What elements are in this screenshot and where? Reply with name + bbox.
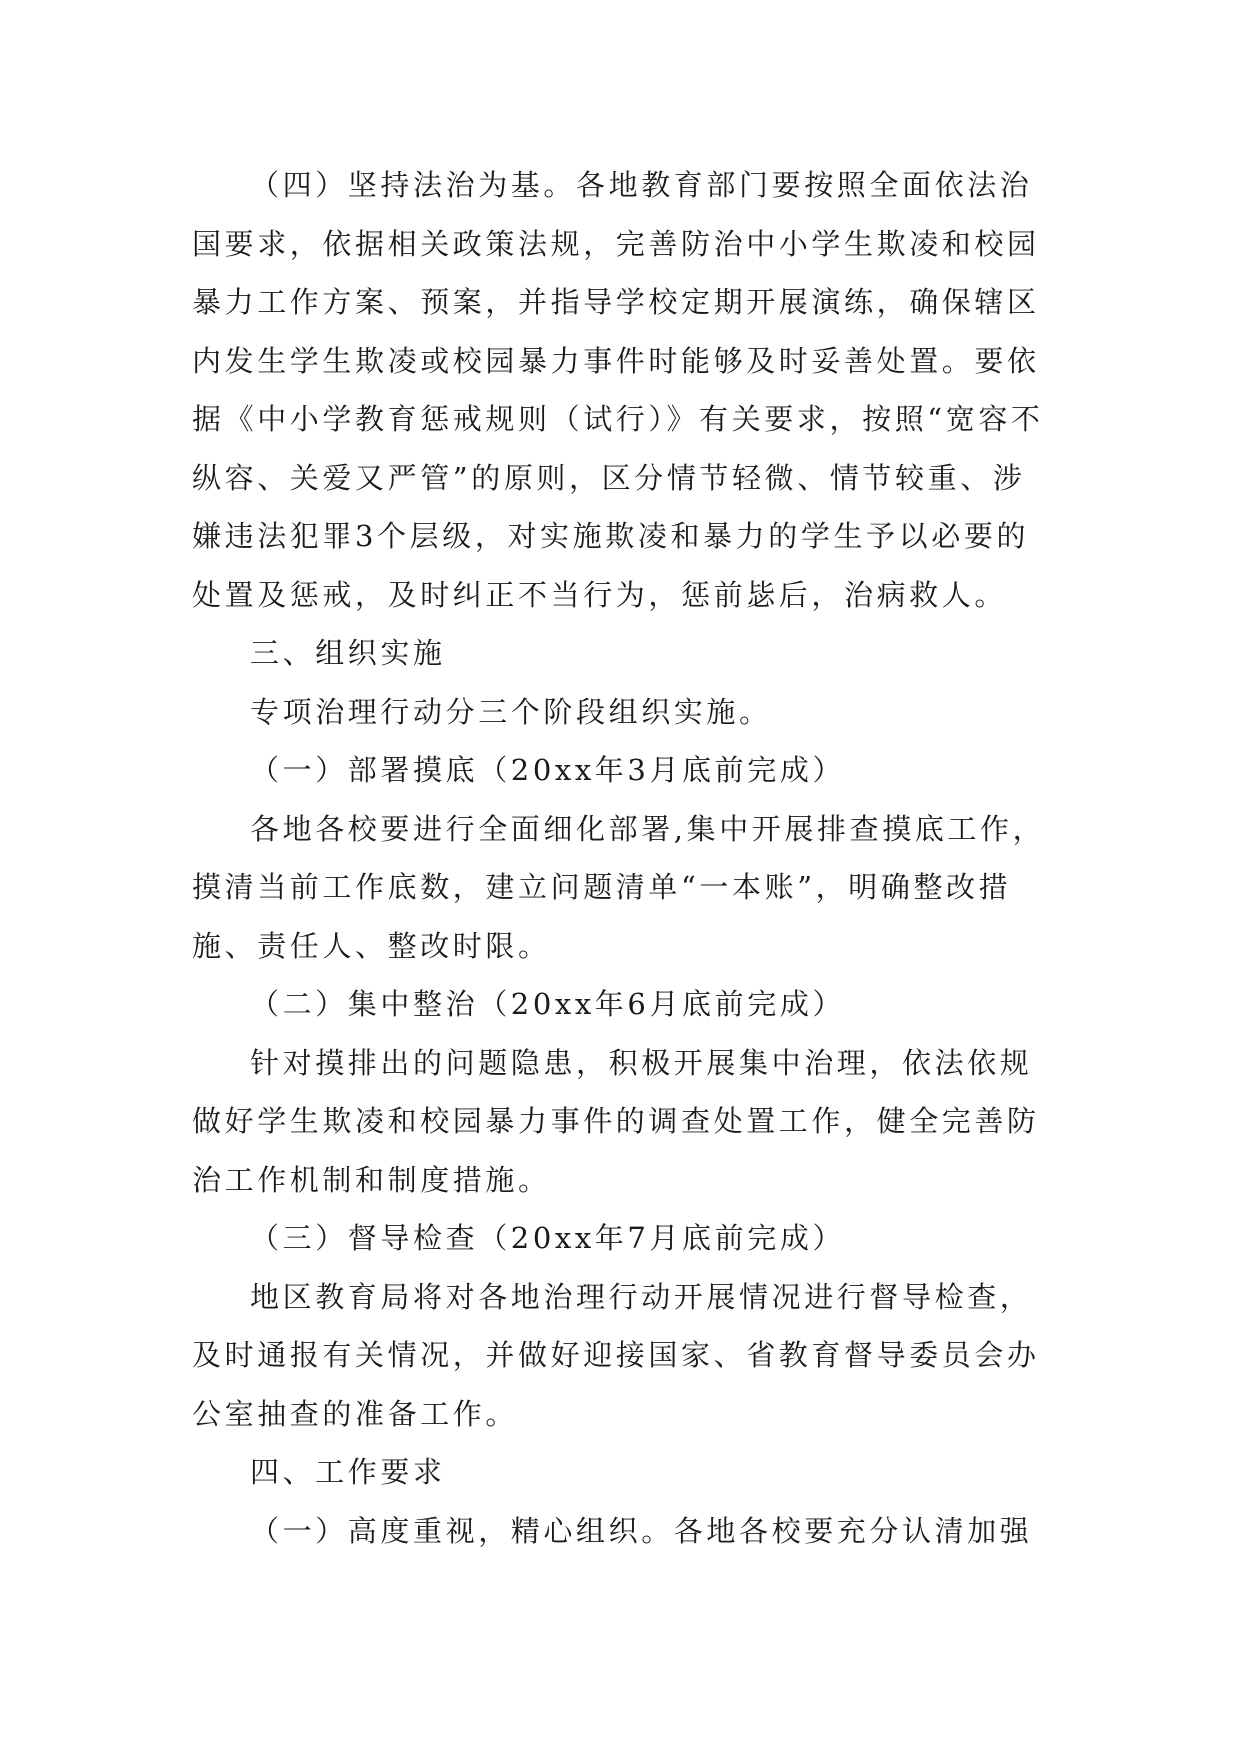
paragraph-three-stages: 专项治理行动分三个阶段组织实施。 xyxy=(250,694,772,729)
section-heading-requirements: 四、工作要求 xyxy=(250,1455,446,1489)
subheading-stage-two: （二）集中整治（20xx年6月底前完成） xyxy=(250,987,846,1021)
section-heading-implementation: 三、组织实施 xyxy=(250,636,446,670)
paragraph-stage-two: 针对摸排出的问题隐患，积极开展集中治理，依法依规做好学生欺凌和校园暴力事件的调查处置工作，健全完善防治工作机制和制度措施。 xyxy=(192,1045,1040,1197)
subheading-stage-one: （一）部署摸底（20xx年3月底前完成） xyxy=(250,753,846,787)
document-body xyxy=(192,156,1052,1560)
paragraph-stage-three: 地区教育局将对各地治理行动开展情况进行督导检查，及时通报有关情况，并做好迎接国家、省教育督导委员会办公室抽查的准备工作。 xyxy=(192,1279,1040,1431)
paragraph-stage-one: 各地各校要进行全面细化部署,集中开展排查摸底工作，摸清当前工作底数，建立问题清单“一本账”，明确整改措施、责任人、整改时限。 xyxy=(192,811,1046,963)
subheading-stage-three: （三）督导检查（20xx年7月底前完成） xyxy=(250,1221,846,1255)
paragraph-requirement-one: （一）高度重视，精心组织。各地各校要充分认清加强 xyxy=(250,1513,1033,1548)
paragraph-rule-of-law: （四）坚持法治为基。各地教育部门要按照全面依法治国要求，依据相关政策法规，完善防治中小学生欺凌和校园暴力工作方案、预案，并指导学校定期开展演练，确保辖区内发生学生欺凌或校园暴力事件时能够及时妥善处置。要依据《中小学教育惩戒规则（试行）》有关要求，按照“宽容不纵容、关爱又严管”的原则，区分情节轻微、情节较重、涉嫌违法犯罪3个层级，对实施欺凌和暴力的学生予以必要的处置及惩戒，及时纠正不当行为，惩前毖后，治病救人。 xyxy=(192,168,1044,612)
